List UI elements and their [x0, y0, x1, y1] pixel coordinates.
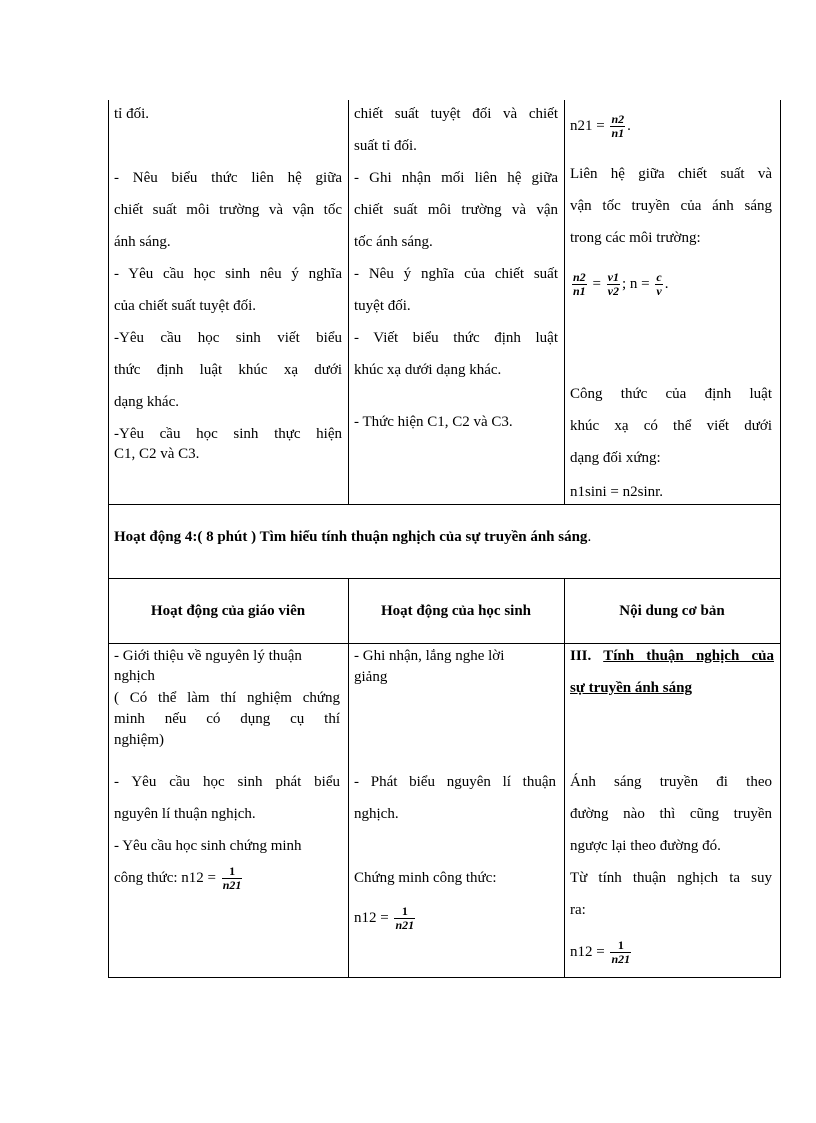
- formula-end: .: [664, 276, 669, 292]
- fraction: [607, 271, 620, 298]
- section-heading-roman: III.: [570, 648, 592, 664]
- formula-mid: ; n =: [621, 276, 650, 292]
- text-line: thức định luật khúc xạ dưới: [114, 362, 342, 378]
- text-line: Từ tính thuận nghịch ta suy: [570, 870, 772, 886]
- section-heading-text: Tính thuận nghịch của: [603, 648, 774, 664]
- text-line: trong các môi trường:: [570, 230, 701, 246]
- fraction-denominator: n1: [611, 126, 625, 141]
- header-student: Hoạt động của học sinh: [380, 603, 532, 619]
- text-line: ánh sáng.: [114, 234, 171, 250]
- text-line: suất tỉ đối.: [354, 138, 417, 154]
- text-line: Ánh sáng truyền đi theo: [570, 774, 772, 790]
- text-line: -Yêu cầu học sinh viết biểu: [114, 330, 342, 346]
- fraction: [222, 865, 243, 892]
- row-divider-1: [108, 504, 781, 505]
- fraction-numerator: n2: [611, 112, 625, 127]
- text-line: vận tốc truyền của ánh sáng: [570, 198, 772, 214]
- text-line: Chứng minh công thức:: [354, 870, 497, 886]
- section-heading-cont: sự truyền ánh sáng: [570, 680, 692, 696]
- text-line: nghịch.: [354, 806, 399, 822]
- text-line: của chiết suất tuyệt đối.: [114, 298, 257, 314]
- formula-lhs: công thức: n12 =: [114, 870, 216, 886]
- text-line: dạng khác.: [114, 394, 179, 410]
- text-line: nghịch: [114, 668, 155, 684]
- header-teacher: Hoạt động của giáo viên: [150, 603, 306, 619]
- text-line: - Nêu biểu thức liên hệ giữa: [114, 170, 342, 186]
- text-line: C1, C2 và C3.: [114, 446, 200, 462]
- fraction: [394, 905, 415, 932]
- formula-lhs: n21 =: [570, 118, 605, 134]
- fraction-denominator: v2: [607, 284, 619, 299]
- text-line: tỉ đối.: [114, 106, 150, 122]
- text-line: -Yêu cầu học sinh thực hiện: [114, 426, 342, 442]
- activity-title: [114, 527, 591, 547]
- text-line: n1sini = n2sinr.: [570, 484, 664, 500]
- text-line: giảng: [354, 669, 388, 685]
- text-line: - Yêu cầu học sinh chứng minh: [114, 838, 302, 854]
- text-line: tuyệt đối.: [354, 298, 411, 314]
- activity-title-end: .: [587, 529, 592, 545]
- text-line: chiết suất tuyệt đối và chiết: [354, 106, 558, 122]
- row-divider-3: [108, 643, 781, 644]
- formula-n12-teacher: [114, 858, 244, 898]
- fraction-numerator: c: [656, 270, 662, 285]
- fraction: [572, 271, 587, 298]
- fraction-denominator: n1: [573, 284, 586, 299]
- table-right-border: [780, 100, 781, 978]
- table-left-border: [108, 100, 109, 978]
- text-line: - Nêu ý nghĩa của chiết suất: [354, 266, 558, 282]
- fraction-numerator: n2: [573, 270, 586, 285]
- formula-end: .: [627, 118, 631, 134]
- fraction-numerator: 1: [394, 905, 415, 919]
- text-line: - Yêu cầu học sinh nêu ý nghĩa: [114, 266, 342, 282]
- text-line: Liên hệ giữa chiết suất và: [570, 166, 772, 182]
- text-line: khúc xạ có thể viết dưới: [570, 418, 772, 434]
- fraction-numerator: 1: [610, 939, 631, 953]
- text-line: chiết suất môi trường và vận tốc: [114, 202, 342, 218]
- text-line: - Viết biểu thức định luật: [354, 330, 558, 346]
- text-line: chiết suất môi trường và vận: [354, 202, 558, 218]
- text-line: ra:: [570, 902, 586, 918]
- fraction-denominator: v: [656, 284, 662, 299]
- text-line: nghiệm): [114, 732, 164, 748]
- text-line: ( Có thể làm thí nghiệm chứng: [114, 690, 340, 706]
- formula-lhs: n12 =: [570, 944, 605, 960]
- text-line: minh nếu có dụng cụ thí: [114, 711, 340, 727]
- formula-relation: [570, 266, 668, 302]
- section-heading: [570, 646, 774, 666]
- formula-n12-content: [570, 932, 633, 972]
- formula-eq: =: [592, 276, 601, 292]
- header-content: Nội dung cơ bản: [619, 603, 725, 619]
- formula-n12-student: [354, 898, 417, 938]
- text-line: - Phát biểu nguyên lí thuận: [354, 774, 556, 790]
- col-divider-bottom-2: [564, 578, 565, 978]
- text-line: - Yêu cầu học sinh phát biểu: [114, 774, 340, 790]
- fraction-denominator: n21: [611, 952, 631, 967]
- text-line: nguyên lí thuận nghịch.: [114, 806, 256, 822]
- fraction-numerator: 1: [222, 865, 243, 879]
- text-line: đường nào thì cũng truyền: [570, 806, 772, 822]
- fraction: [655, 271, 662, 298]
- fraction-denominator: n21: [222, 878, 242, 893]
- activity-title-text: Hoạt động 4:( 8 phút ) Tìm hiểu tính thuận nghịch của sự truyền ánh sáng: [114, 529, 588, 545]
- text-line: - Ghi nhận, lắng nghe lời: [354, 648, 505, 664]
- table-bottom-border: [108, 977, 781, 978]
- text-line: khúc xạ dưới dạng khác.: [354, 362, 502, 378]
- row-divider-2: [108, 578, 781, 579]
- text-line: - Ghi nhận mối liên hệ giữa: [354, 170, 558, 186]
- col-divider-bottom-1: [348, 578, 349, 978]
- col-divider-top-1: [348, 100, 349, 504]
- fraction-numerator: v1: [607, 270, 619, 285]
- text-line: dạng đối xứng:: [570, 450, 661, 466]
- formula-lhs: n12 =: [354, 910, 389, 926]
- text-line: tốc ánh sáng.: [354, 234, 433, 250]
- text-line: Công thức của định luật: [570, 386, 772, 402]
- formula-n21: [570, 108, 631, 144]
- fraction: [610, 939, 631, 966]
- text-line: ngược lại theo đường đó.: [570, 838, 721, 854]
- text-line: - Giới thiệu về nguyên lý thuận: [114, 648, 302, 664]
- text-line: - Thức hiện C1, C2 và C3.: [354, 414, 513, 430]
- fraction: [610, 113, 625, 140]
- fraction-denominator: n21: [395, 918, 415, 933]
- col-divider-top-2: [564, 100, 565, 504]
